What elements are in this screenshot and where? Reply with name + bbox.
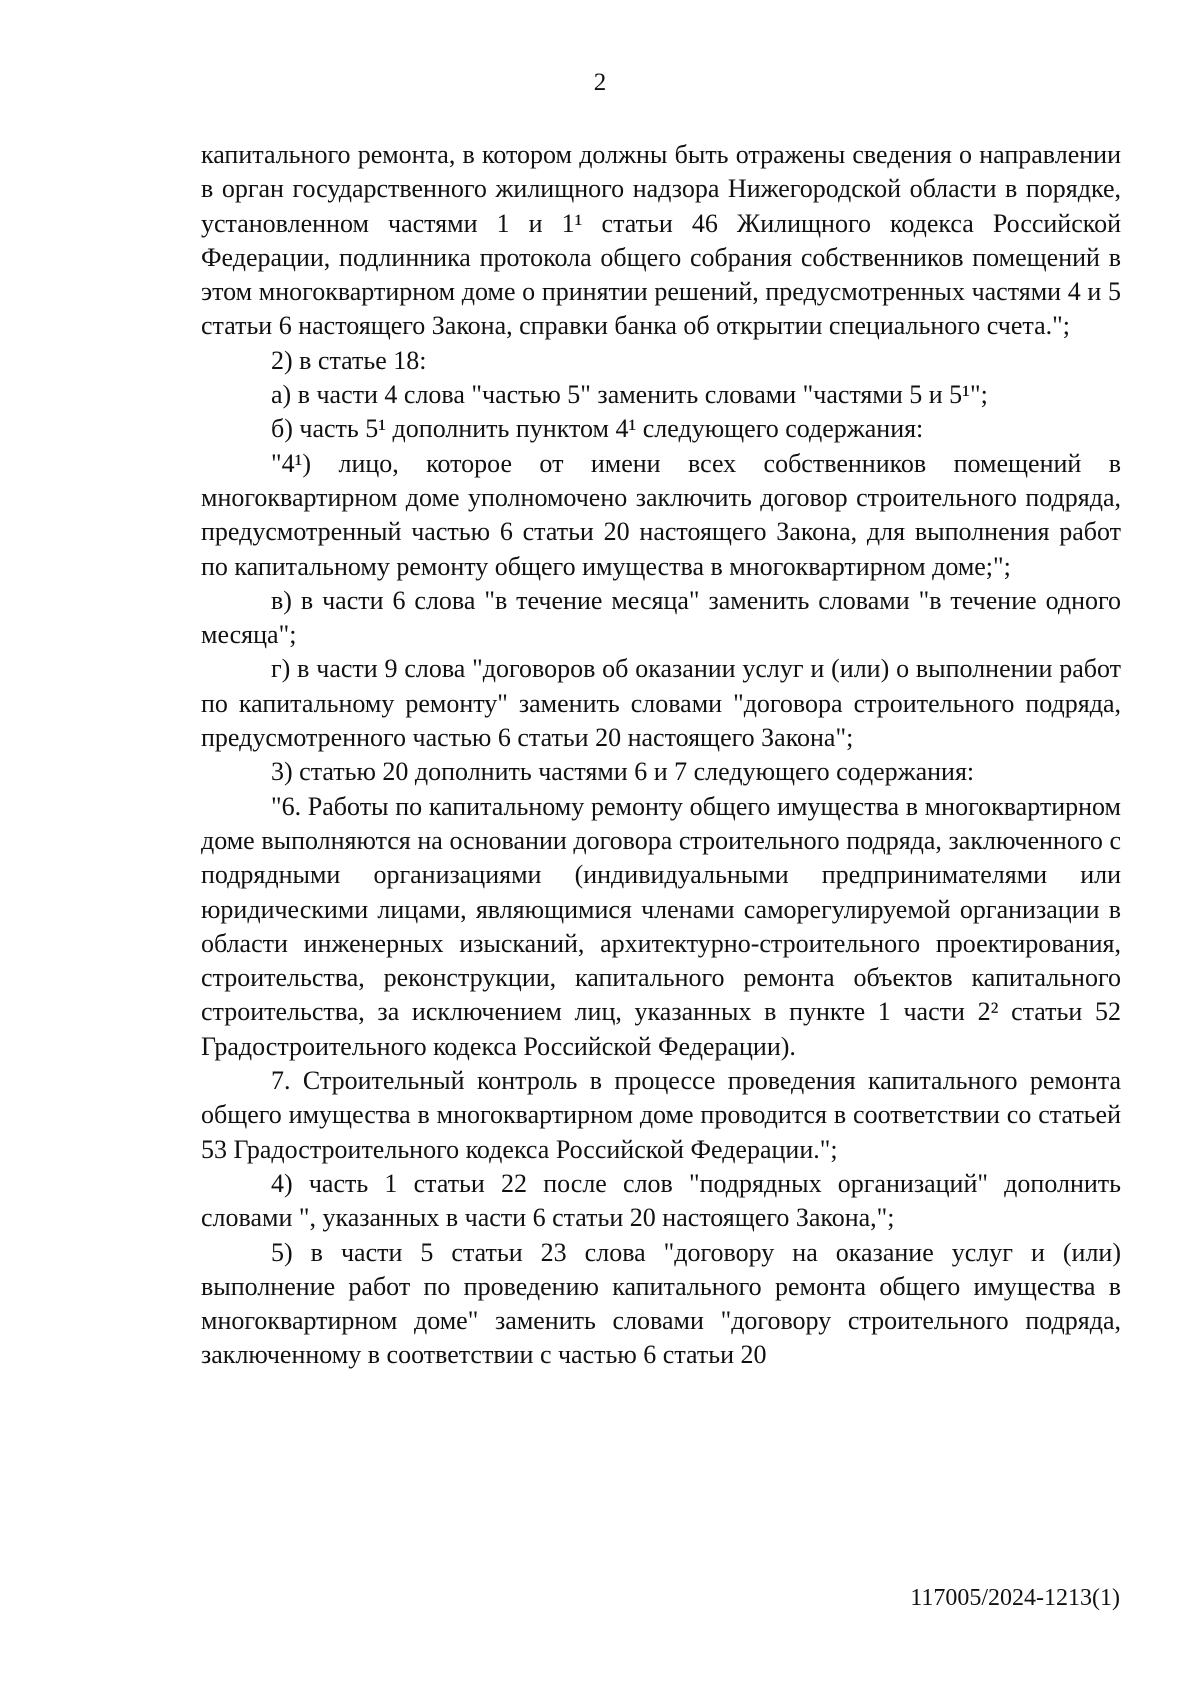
page-number: 2 [593, 69, 607, 96]
paragraph-item-2v: в) в части 6 слова "в течение месяца" заменить словами "в течение одного месяца"; [201, 585, 1121, 650]
paragraph-continuation: капитального ремонта, в котором должны быть отражены сведения о направлении в орган государственного жилищного надзора Нижегородской области в порядке, установленном частями 1 и 1¹ статьи 46 Жилищного кодекса Российской Федерации, подлинника протокола общего собрания собственников помещений в этом многоквартирном доме о принятии решений, предусмотренных частями 4 и 5 статьи 6 настоящего Закона, справки банка об открытии специального счета."; [201, 140, 1121, 341]
paragraph-item-2a: а) в части 4 слова "частью 5" заменить словами "частями 5 и 5¹"; [271, 380, 988, 410]
paragraph-item-2g: г) в части 9 слова "договоров об оказании услуг и (или) о выполнении работ по капитальному ремонту" заменить словами "договора строительного подряда, предусмотренного частью 6 статьи 20 настоящего Закона"; [201, 654, 1121, 753]
paragraph-item-2: 2) в статье 18: [271, 345, 427, 375]
document-body [201, 138, 1121, 1373]
document-id: 117005/2024-1213(1) [910, 1585, 1120, 1611]
paragraph-item-4-1: "4¹) лицо, которое от имени всех собственников помещений в многоквартирном доме уполномочено заключить договор строительного подряда, предусмотренный частью 6 статьи 20 настоящего Закона, для выполнения работ по капитальному ремонту общего имущества в многоквартирном доме;"; [201, 448, 1121, 581]
paragraph-item-4: 4) часть 1 статьи 22 после слов "подрядных организаций" дополнить словами ", указанных в части 6 статьи 20 настоящего Закона,"; [201, 1168, 1121, 1233]
paragraph-item-3: 3) статью 20 дополнить частями 6 и 7 следующего содержания: [271, 757, 975, 787]
paragraph-part-7: 7. Строительный контроль в процессе проведения капитального ремонта общего имущества в многоквартирном доме проводится в соответствии со статьей 53 Градостроительного кодекса Российской Федерации."; [201, 1066, 1121, 1164]
paragraph-part-6: "6. Работы по капитальному ремонту общего имущества в многоквартирном доме выполняются на основании договора строительного подряда, заключенного с подрядными организациями (индивидуальными предпринимателями или юридическими лицами, являющимися членами саморегулируемой организации в области инженерных изысканий, архитектурно-строительного проектирования, строительства, реконструкции, капитального ремонта объектов капитального строительства, за исключением лиц, указанных в пункте 1 части 2² статьи 52 Градостроительного кодекса Российской Федерации). [201, 791, 1121, 1061]
paragraph-item-5: 5) в части 5 статьи 23 слова "договору на оказание услуг и (или) выполнение работ по проведению капитального ремонта общего имущества в многоквартирном доме" заменить словами "договору строительного подряда, заключенному в соответствии с частью 6 статьи 20 [201, 1237, 1121, 1370]
paragraph-item-2b: б) часть 5¹ дополнить пунктом 4¹ следующего содержания: [271, 414, 924, 444]
